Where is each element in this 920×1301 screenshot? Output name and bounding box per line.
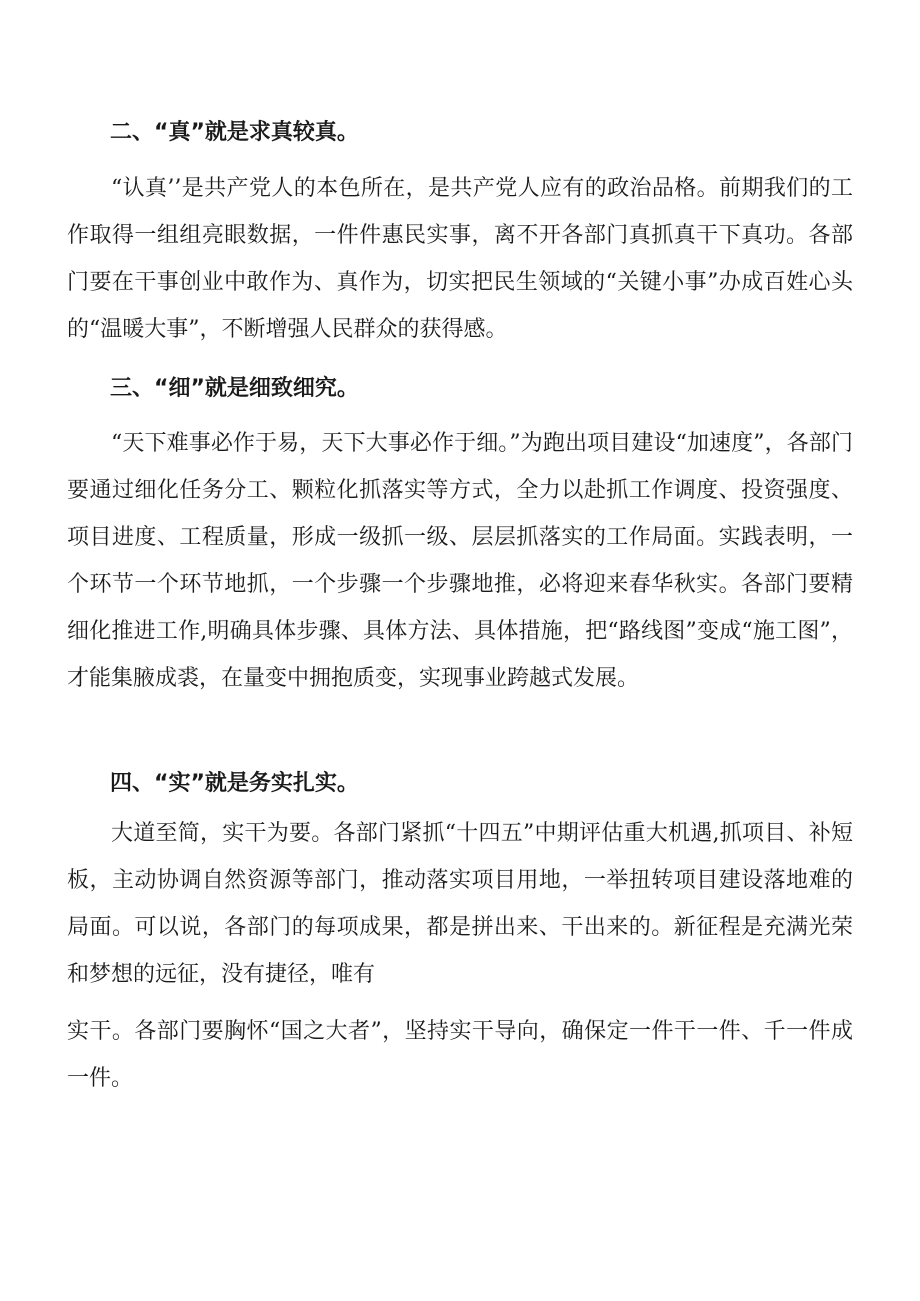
section-heading-shi: 四、“实”就是务实扎实。	[110, 771, 359, 796]
section-paragraph-xi: “天下难事必作于易，天下大事必作于细。”为跑出项目建设“加速度”，各部门要通过细化任务分工、颗粒化抓落实等方式，全力以赴抓工作调度、投资强度、项目进度、工程质量，形成一级抓一级、层层抓落实的工作局面。实践表明，一个环节一个环节地抓，一个步骤一个步骤地推，必将迎来春华秋实。各部门要精细化推进工作,明确具体步骤、具体方法、具体措施，把“路线图”变成“施工图”，才能集腋成裘，在量变中拥抱质变，实现事业跨越式发展。	[67, 431, 853, 691]
section-paragraph-shi: 大道至简，实干为要。各部门紧抓“十四五”中期评估重大机遇,抓项目、补短板，主动协调自然资源等部门，推动落实项目用地，一举扭转项目建设落地难的局面。可以说，各部门的每项成果，都是拼出来、干出来的。新征程是充满光荣和梦想的远征，没有捷径，唯有	[67, 821, 853, 987]
section-heading-zhen: 二、“真”就是求真较真。	[110, 120, 359, 145]
section-paragraph-shi-continuation: 实干。各部门要胸怀“国之大者”，坚持实干导向，确保定一件干一件、千一件成一件。	[67, 1019, 853, 1091]
section-heading-xi: 三、“细”就是细致细究。	[110, 376, 359, 401]
section-paragraph-zhen: “认真’’是共产党人的本色所在，是共产党人应有的政治品格。前期我们的工作取得一组组亮眼数据，一件件惠民实事，离不开各部门真抓真干下真功。各部门要在干事创业中敢作为、真作为，切实把民生领域的“关键小事”办成百姓心头的“温暖大事”，不断增强人民群众的获得感。	[67, 176, 853, 342]
